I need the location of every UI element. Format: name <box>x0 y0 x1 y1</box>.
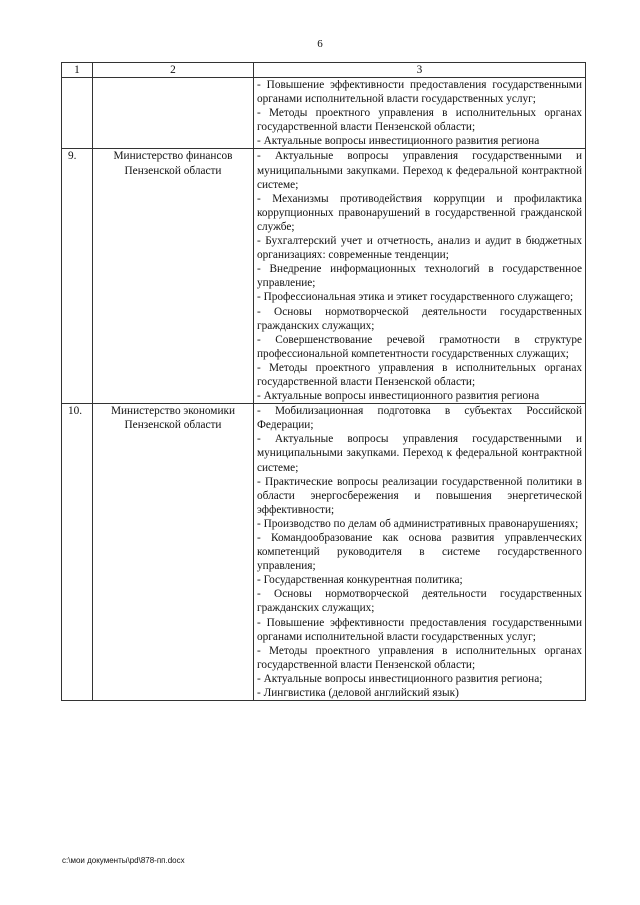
course-item: - Производство по делам об административных правонарушениях; <box>257 517 579 530</box>
course-item: - Командообразование как основа развития управленческих компетенций руководителя в системе государственного управления; <box>257 532 582 573</box>
header-col-1: 1 <box>62 63 93 78</box>
courses-table <box>61 62 586 701</box>
course-item: - Профессиональная этика и этикет государственного служащего; <box>257 291 574 304</box>
course-item: - Повышение эффективности предоставления государственными органами исполнительной власти государственных услуг; <box>257 79 582 106</box>
header-col-3: 3 <box>254 63 586 78</box>
course-item: - Государственная конкурентная политика; <box>257 574 463 587</box>
course-item: - Актуальные вопросы управления государственными и муниципальными закупками. Переход к федеральной контрактной системе; <box>257 150 582 191</box>
page-number: 6 <box>317 38 323 50</box>
course-item: - Основы нормотворческой деятельности государственных гражданских служащих; <box>257 305 582 332</box>
course-item: - Механизмы противодействия коррупции и профилактика коррупционных правонарушений в государственной гражданской службе; <box>257 192 582 233</box>
course-item: - Внедрение информационных технологий в государственное управление; <box>257 263 582 290</box>
course-list <box>254 78 586 149</box>
organization-name: Министерство финансов Пензенской области <box>93 149 254 404</box>
table-row <box>62 404 586 701</box>
course-item: - Основы нормотворческой деятельности государственных гражданских служащих; <box>257 588 582 615</box>
course-item: - Методы проектного управления в исполнительных органах государственной власти Пензенской области; <box>257 107 582 134</box>
course-item: - Актуальные вопросы инвестиционного развития региона <box>257 135 540 148</box>
table-row <box>62 149 586 404</box>
course-list <box>254 149 586 404</box>
row-number <box>62 78 93 149</box>
course-item: - Актуальные вопросы инвестиционного развития региона <box>257 390 540 403</box>
organization-name: Министерство экономики Пензенской области <box>93 404 254 701</box>
organization-name <box>93 78 254 149</box>
course-item: - Актуальные вопросы управления государственными и муниципальными закупками. Переход к федеральной контрактной системе; <box>257 433 582 474</box>
course-item: - Повышение эффективности предоставления государственными органами исполнительной власти государственных услуг; <box>257 616 582 643</box>
header-col-2: 2 <box>93 63 254 78</box>
course-item: - Методы проектного управления в исполнительных органах государственной власти Пензенской области; <box>257 361 582 388</box>
course-item: - Мобилизационная подготовка в субъектах Российской Федерации; <box>257 405 582 432</box>
course-item: - Совершенствование речевой грамотности в структуре профессиональной компетентности государственных служащих; <box>257 333 582 360</box>
footer-file-path: c:\мои документы\рd\878-пп.docx <box>62 856 185 865</box>
course-item: - Бухгалтерский учет и отчетность, анализ и аудит в бюджетных организациях: современные тенденции; <box>257 235 582 262</box>
row-number: 10. <box>62 404 93 701</box>
course-item: - Актуальные вопросы инвестиционного развития региона; <box>257 672 543 685</box>
row-number: 9. <box>62 149 93 404</box>
course-item: - Методы проектного управления в исполнительных органах государственной власти Пензенской области; <box>257 644 582 671</box>
course-item: - Лингвистика (деловой английский язык) <box>257 687 459 700</box>
table-row <box>62 78 586 149</box>
course-list <box>254 404 586 701</box>
table-header-row <box>62 63 586 78</box>
course-item: - Практические вопросы реализации государственной политики в области энергосбережения и повышения энергетической эффективности; <box>257 475 582 516</box>
